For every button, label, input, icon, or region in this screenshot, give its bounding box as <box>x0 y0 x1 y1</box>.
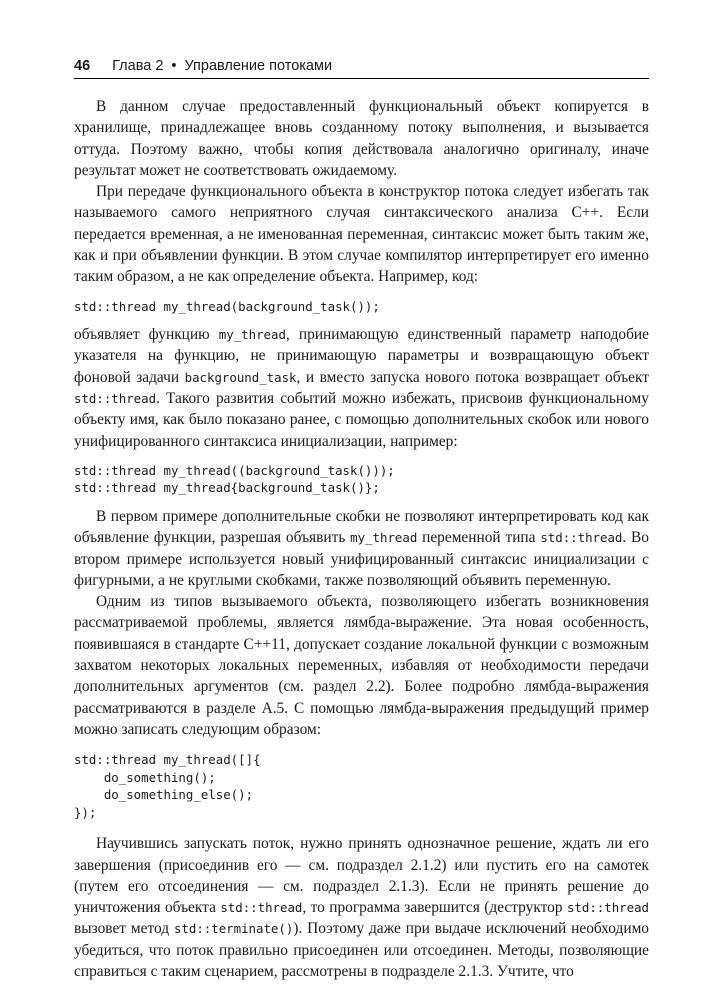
paragraph-6 <box>74 833 649 982</box>
inline-code: std::thread <box>74 391 157 407</box>
paragraph-2: При передаче функционального объекта в конструктор потока следует избегать так называемого самого неприятного случая синтаксического анализа C++. Если передается временная, а не именованная переменная, синтаксис может быть таким же, как и при объявлении функции. В этом случае компилятор интерпретирует его именно таким образом, а не как определение объекта. Например, код: <box>74 183 649 286</box>
text-run: В первом примере дополнительные скобки не позволяют интерпретировать код как объявление функции, разрешая объявить <box>74 507 649 547</box>
text-run: ). Поэтому даже при выдаче исключений необходимо убедиться, что поток правильно присоединен или отсоединен. Методы, позволяющие справиться с таким сценарием, рассмотрены в подразделе 2.1.3. Учтите, что <box>74 920 650 980</box>
text-run: вызовет метод <box>74 920 174 938</box>
inline-code: my_thread <box>218 327 286 343</box>
inline-code: std::thread <box>540 530 623 546</box>
body-text <box>74 96 649 982</box>
paragraph-5: Одним из типов вызываемого объекта, позволяющего избегать возникновения рассматриваемой проблемы, является лямбда-выражение. Эта новая особенность, появившаяся в стандарте C++11, допускает создание локальной функции с возможным захватом некоторых локальных переменных, избавляя от необходимости передачи дополнительных аргументов (см. раздел 2.2). Более подробно лямбда-выражения рассматриваются в разделе A.5. С помощью лямбда-выражения предыдущий пример можно записать следующим образом: <box>74 593 649 738</box>
paragraph-3 <box>74 324 649 452</box>
text-run: . Такого развития событий можно избежать, присвоив функциональному объекту имя, как было показано ранее, с помощью дополнительных скобок или нового унифицированного синтаксиса инициализации, например: <box>74 390 649 450</box>
text-run: Научившись запускать поток, нужно принять однозначное решение, ждать ли его завершения (присоединив его — см. подраздел 2.1.2) или пустить его на самотек (путем его отсоединения — см. подраздел 2.1.3). Если не принять решение до уничтожения объекта <box>74 835 649 917</box>
text-run: , принимающую единственный параметр наподобие указателя на функцию, не принимающую параметры и возвращающую объект фоновой задачи <box>74 326 649 386</box>
inline-code: std::terminate() <box>173 921 294 937</box>
header-bullet: • <box>171 58 177 74</box>
paragraph-1: В данном случае предоставленный функциональный объект копируется в хранилище, принадлежащее вновь созданному потоку выполнения, и вызывается оттуда. Поэтому важно, чтобы копия действовала аналогично оригиналу, иначе результат может не соответствовать ожидаемому. <box>74 98 649 179</box>
chapter-title: Управление потоками <box>184 58 333 74</box>
inline-code: std::thread <box>220 900 303 916</box>
text-run: , и вместо запуска нового потока возвращает объект <box>296 368 649 386</box>
inline-code: std::thread <box>566 900 649 916</box>
code-listing-3: std::thread my_thread([]{ do_something(); do_something_else(); }); <box>74 752 261 820</box>
header-rule <box>74 78 649 79</box>
code-listing-2: std::thread my_thread((background_task())); std::thread my_thread{background_task()}; <box>74 462 395 496</box>
inline-code: my_thread <box>350 530 418 546</box>
text-run: , то программа завершится (деструктор <box>302 899 567 917</box>
running-header <box>74 56 649 76</box>
text-run: переменной типа <box>417 529 541 547</box>
chapter-label: Глава 2 <box>112 58 164 74</box>
paragraph-4 <box>74 506 649 591</box>
text-run: . Во втором примере используется новый унифицированный синтаксис инициализации с фигурными, а не круглыми скобками, также позволяющий объявить переменную. <box>74 529 649 589</box>
inline-code: background_task <box>184 369 297 385</box>
text-run: объявляет функцию <box>74 326 219 344</box>
page-number: 46 <box>74 58 91 74</box>
code-listing-1: std::thread my_thread(background_task()); <box>74 298 380 314</box>
